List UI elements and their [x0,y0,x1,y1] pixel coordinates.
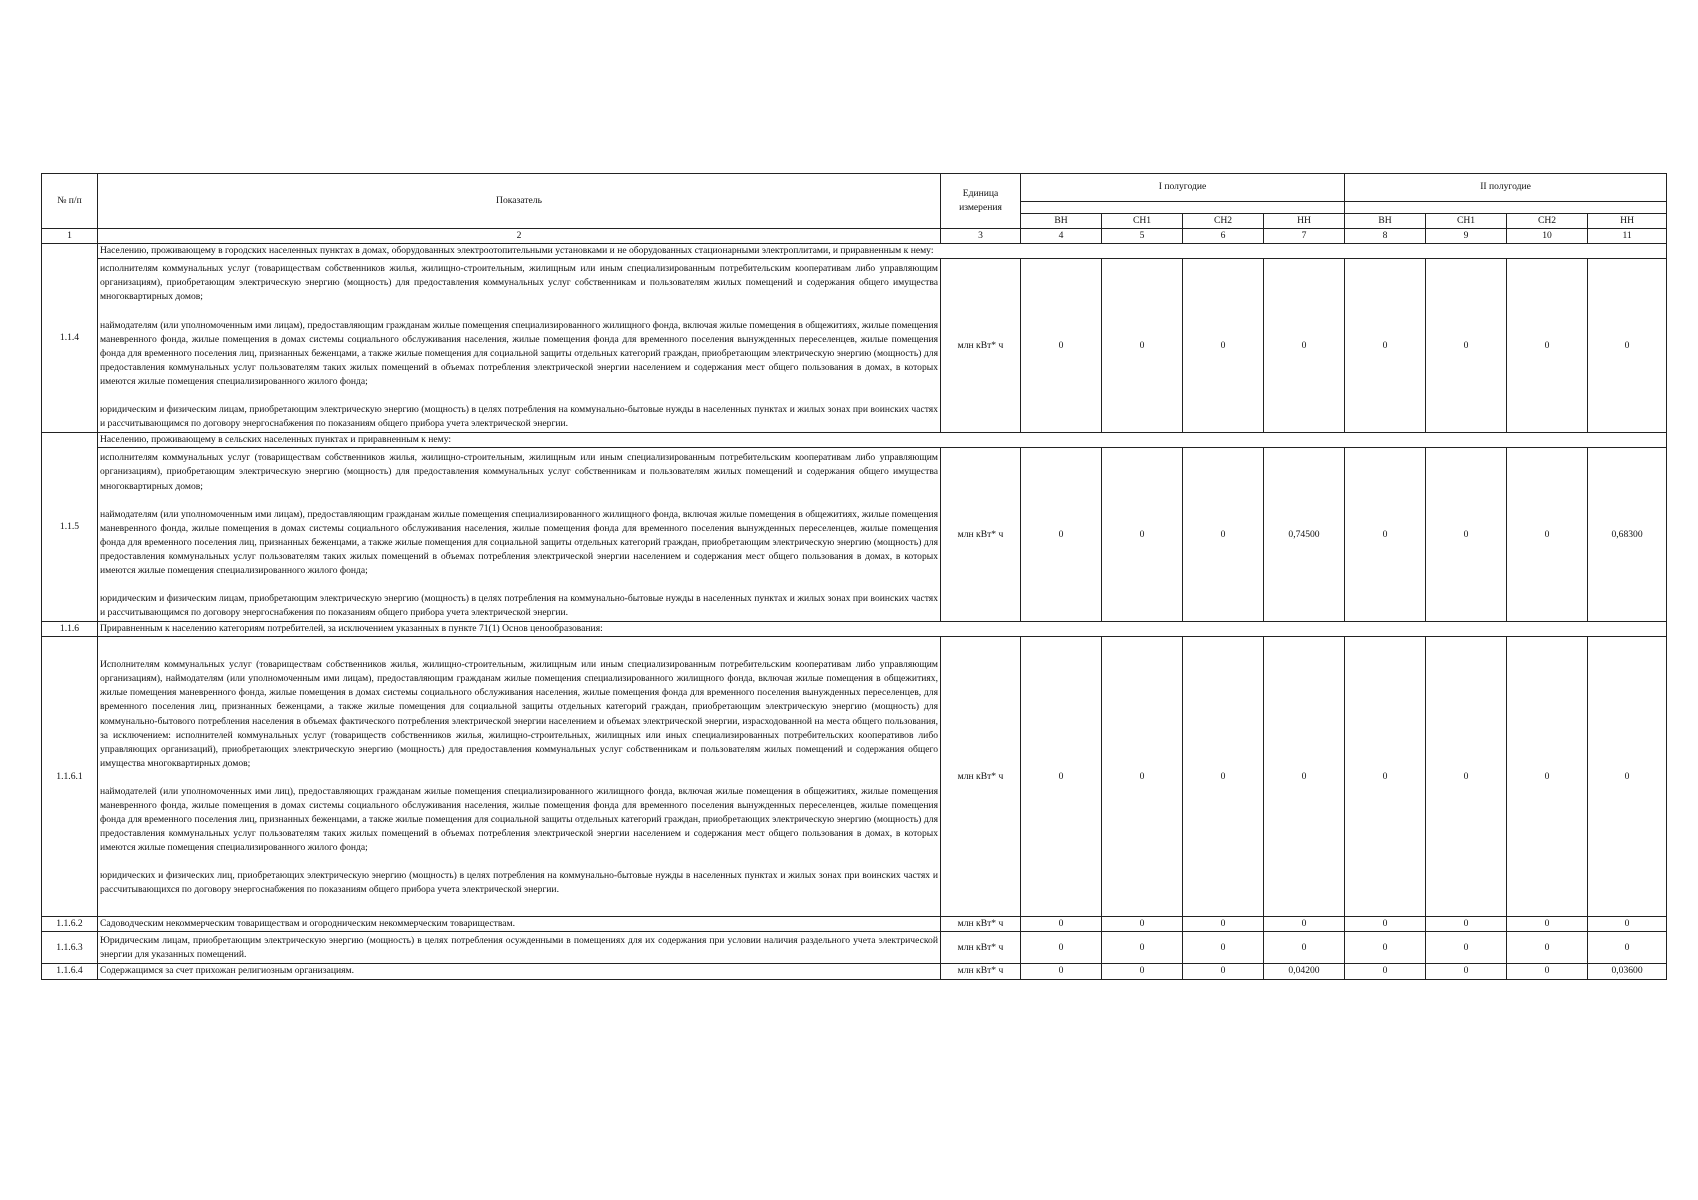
table-row [42,932,1667,964]
value-cell: 0 [1588,917,1667,932]
row-description: Юридическим лицам, приобретающим электрическую энергию (мощность) в целях потребления осужденными в помещениях для их содержания при условии наличия раздельного учета электрической энергии для указанных помещений. [98,932,941,964]
section-title: Приравненным к населению категориям потребителей, за исключением указанных в пункте 71(1) Основ ценообразования: [98,622,1667,637]
value-cell: 0 [1021,448,1102,622]
table-row [42,964,1667,979]
column-number: 3 [941,229,1021,244]
value-cell: 0 [1426,917,1507,932]
value-cell: 0,68300 [1588,448,1667,622]
column-number: 8 [1345,229,1426,244]
value-cell: 0 [1426,932,1507,964]
row-number: 1.1.5 [42,433,98,622]
paragraph: наймодателям (или уполномоченным ими лицам), предоставляющим гражданам жилые помещения специализированного жилищного фонда, включая жилые помещения в общежитиях, жилые помещения маневренного фонда, жилые помещения в домах системы социального обслуживания населения, жилые помещения фонда для временного поселения вынужденных переселенцев, жилые помещения фонда для временного поселения лиц, признанных беженцами, а также жилые помещения для социальной защиты отдельных категорий граждан, приобретающим электрическую энергию (мощность) для предоставления коммунальных услуг пользователям таких жилых помещений в объемах потребления электрической энергии населением и содержания мест общего пользования в домах, в которых имеются жилые помещения специализированного жилого фонда; [100,508,938,576]
unit-cell: млн кВт* ч [941,259,1021,433]
level-header: СН2 [1183,214,1264,229]
paragraph: юридическим и физическим лицам, приобретающим электрическую энергию (мощность) в целях потребления на коммунально-бытовые нужды в населенных пунктах и жилых зонах при воинских частях и рассчитывающимся по договору энергоснабжения по показаниям общего прибора учета электрической энергии. [100,593,938,619]
level-header: НН [1264,214,1345,229]
value-cell: 0 [1102,917,1183,932]
header-indicator: Показатель [98,174,941,229]
value-cell: 0 [1183,259,1264,433]
value-cell: 0 [1021,637,1102,917]
row-number: 1.1.6.3 [42,932,98,964]
value-cell: 0 [1264,637,1345,917]
level-header: СН2 [1507,214,1588,229]
header-spacer [1021,202,1345,214]
row-description [98,448,941,622]
value-cell: 0,74500 [1264,448,1345,622]
value-cell: 0 [1507,964,1588,979]
tariff-volume-table [41,173,1667,980]
table-row [42,259,1667,433]
level-header: ВН [1021,214,1102,229]
value-cell: 0 [1345,964,1426,979]
table-row [42,637,1667,917]
paragraph: юридическим и физическим лицам, приобретающим электрическую энергию (мощность) в целях потребления на коммунально-бытовые нужды в населенных пунктах и жилых зонах при воинских частях и рассчитывающимся по договору энергоснабжения по показаниям общего прибора учета электрической энергии. [100,404,938,430]
value-cell: 0 [1102,448,1183,622]
paragraph: Исполнителям коммунальных услуг (товариществам собственников жилья, жилищно-строительным, жилищным или иным специализированным потребительским кооперативам либо управляющим организациям), наймодателям (или уполномоченным ими лицам), предоставляющим гражданам жилые помещения специализированного жилищного фонда, включая жилые помещения в общежитиях, жилые помещения маневренного фонда, жилые помещения в домах системы социального обслуживания населения, жилые помещения фонда для временного поселения вынужденных переселенцев, для временного поселения лиц, признанных беженцами, а также жилые помещения для социальной защиты отдельных категорий граждан, приобретающим электрическую энергию (мощность) для коммунально-бытового потребления населения в объемах фактического потребления электрической энергии населением и объемах электрической энергии, израсходованной на места общего пользования, за исключением: исполнителей коммунальных услуг (товариществ собственников жилья, жилищно-строительных, жилищных или иных специализированных потребительских кооперативов либо управляющих организаций), приобретающих электрическую энергию (мощность) для предоставления коммунальных услуг собственникам и пользователям жилых помещений и содержания общего имущества многоквартирных домов; [100,659,938,769]
value-cell: 0 [1507,259,1588,433]
table-row [42,917,1667,932]
level-header: СН1 [1426,214,1507,229]
section-title-row [42,622,1667,637]
section-title-row [42,433,1667,448]
row-number: 1.1.4 [42,244,98,433]
header-half1: I полугодие [1021,174,1345,202]
value-cell: 0,03600 [1588,964,1667,979]
paragraph: исполнителям коммунальных услуг (товариществам собственников жилья, жилищно-строительным, жилищным или иным специализированным потребительским кооперативам либо управляющим организациям), приобретающим электрическую энергию (мощность) для предоставления коммунальных услуг собственникам и пользователям жилых помещений и содержания общего имущества многоквартирных домов; [100,263,938,303]
row-number: 1.1.6.4 [42,964,98,979]
level-header: НН [1588,214,1667,229]
value-cell: 0 [1426,637,1507,917]
column-number: 11 [1588,229,1667,244]
value-cell: 0 [1588,637,1667,917]
column-number: 7 [1264,229,1345,244]
unit-cell: млн кВт* ч [941,448,1021,622]
level-header: СН1 [1102,214,1183,229]
value-cell: 0 [1102,932,1183,964]
column-number-row [42,229,1667,244]
value-cell: 0 [1426,964,1507,979]
row-description [98,259,941,433]
column-number: 4 [1021,229,1102,244]
value-cell: 0 [1021,964,1102,979]
paragraph: наймодателей (или уполномоченных ими лиц), предоставляющих гражданам жилые помещения специализированного жилищного фонда, включая жилые помещения в общежитиях, жилые помещения маневренного фонда, жилые помещения в домах системы социального обслуживания населения, жилые помещения фонда для временного поселения вынужденных переселенцев, жилые помещения фонда для временного поселения лиц, признанных беженцами, а также жилые помещения для социальной защиты отдельных категорий граждан, приобретающих электрическую энергию (мощность) для предоставления коммунальных услуг пользователям таких жилых помещений в объемах потребления электрической энергии населением и содержания мест общего пользования в домах, в которых имеются жилые помещения специализированного жилого фонда; [100,785,938,854]
header-unit: Единица измерения [941,174,1021,229]
value-cell: 0 [1264,932,1345,964]
value-cell: 0 [1183,932,1264,964]
level-header: ВН [1345,214,1426,229]
header-row [42,174,1667,202]
value-cell: 0 [1183,964,1264,979]
unit-cell: млн кВт* ч [941,964,1021,979]
unit-cell: млн кВт* ч [941,932,1021,964]
row-number: 1.1.6 [42,622,98,637]
value-cell: 0 [1345,259,1426,433]
header-num: № п/п [42,174,98,229]
section-title: Населению, проживающему в городских населенных пунктах в домах, оборудованных электроотопительными установками и не оборудованных стационарными электроплитами, и приравненным к нему: [98,244,1667,259]
value-cell: 0,04200 [1264,964,1345,979]
value-cell: 0 [1345,932,1426,964]
header-half2: II полугодие [1345,174,1667,202]
value-cell: 0 [1507,932,1588,964]
value-cell: 0 [1183,637,1264,917]
table-row [42,448,1667,622]
column-number: 1 [42,229,98,244]
value-cell: 0 [1102,964,1183,979]
column-number: 10 [1507,229,1588,244]
value-cell: 0 [1426,259,1507,433]
row-number: 1.1.6.1 [42,637,98,917]
value-cell: 0 [1021,259,1102,433]
unit-cell: млн кВт* ч [941,917,1021,932]
section-title-row [42,244,1667,259]
paragraph: юридических и физических лиц, приобретающих электрическую энергию (мощность) в целях потребления на коммунально-бытовые нужды в населенных пунктах и жилых зонах при воинских частях и рассчитывающихся по договору энергоснабжения по показаниям общего прибора учета электрической энергии. [100,870,938,896]
value-cell: 0 [1102,637,1183,917]
value-cell: 0 [1021,932,1102,964]
value-cell: 0 [1102,259,1183,433]
column-number: 9 [1426,229,1507,244]
section-title: Населению, проживающему в сельских населенных пунктах и приравненным к нему: [98,433,1667,448]
column-number: 6 [1183,229,1264,244]
row-description: Садоводческим некоммерческим товариществам и огородническим некоммерческим товариществам. [98,917,941,932]
value-cell: 0 [1264,917,1345,932]
value-cell: 0 [1345,917,1426,932]
value-cell: 0 [1588,932,1667,964]
column-number: 5 [1102,229,1183,244]
value-cell: 0 [1183,917,1264,932]
row-description [98,637,941,917]
paragraph: исполнителям коммунальных услуг (товариществам собственников жилья, жилищно-строительным, жилищным или иным специализированным потребительским кооперативам либо управляющим организациям), приобретающим электрическую энергию (мощность) для предоставления коммунальных услуг собственникам и пользователям жилых помещений и содержания общего имущества многоквартирных домов; [100,452,938,492]
value-cell: 0 [1183,448,1264,622]
header-spacer [1345,202,1667,214]
value-cell: 0 [1021,917,1102,932]
paragraph: наймодателям (или уполномоченным ими лицам), предоставляющим гражданам жилые помещения специализированного жилищного фонда, включая жилые помещения в общежитиях, жилые помещения маневренного фонда, жилые помещения в домах системы социального обслуживания населения, жилые помещения фонда для временного поселения вынужденных переселенцев, жилые помещения фонда для временного поселения лиц, признанных беженцами, а также жилые помещения для социальной защиты отдельных категорий граждан, приобретающим электрическую энергию (мощность) для предоставления коммунальных услуг пользователям таких жилых помещений в объемах потребления электрической энергии населением и содержания мест общего пользования в домах, в которых имеются жилые помещения специализированного жилого фонда; [100,319,938,387]
value-cell: 0 [1588,259,1667,433]
value-cell: 0 [1507,448,1588,622]
value-cell: 0 [1507,637,1588,917]
value-cell: 0 [1507,917,1588,932]
value-cell: 0 [1345,637,1426,917]
value-cell: 0 [1345,448,1426,622]
value-cell: 0 [1264,259,1345,433]
row-description: Содержащимся за счет прихожан религиозным организациям. [98,964,941,979]
unit-cell: млн кВт* ч [941,637,1021,917]
column-number: 2 [98,229,941,244]
row-number: 1.1.6.2 [42,917,98,932]
value-cell: 0 [1426,448,1507,622]
